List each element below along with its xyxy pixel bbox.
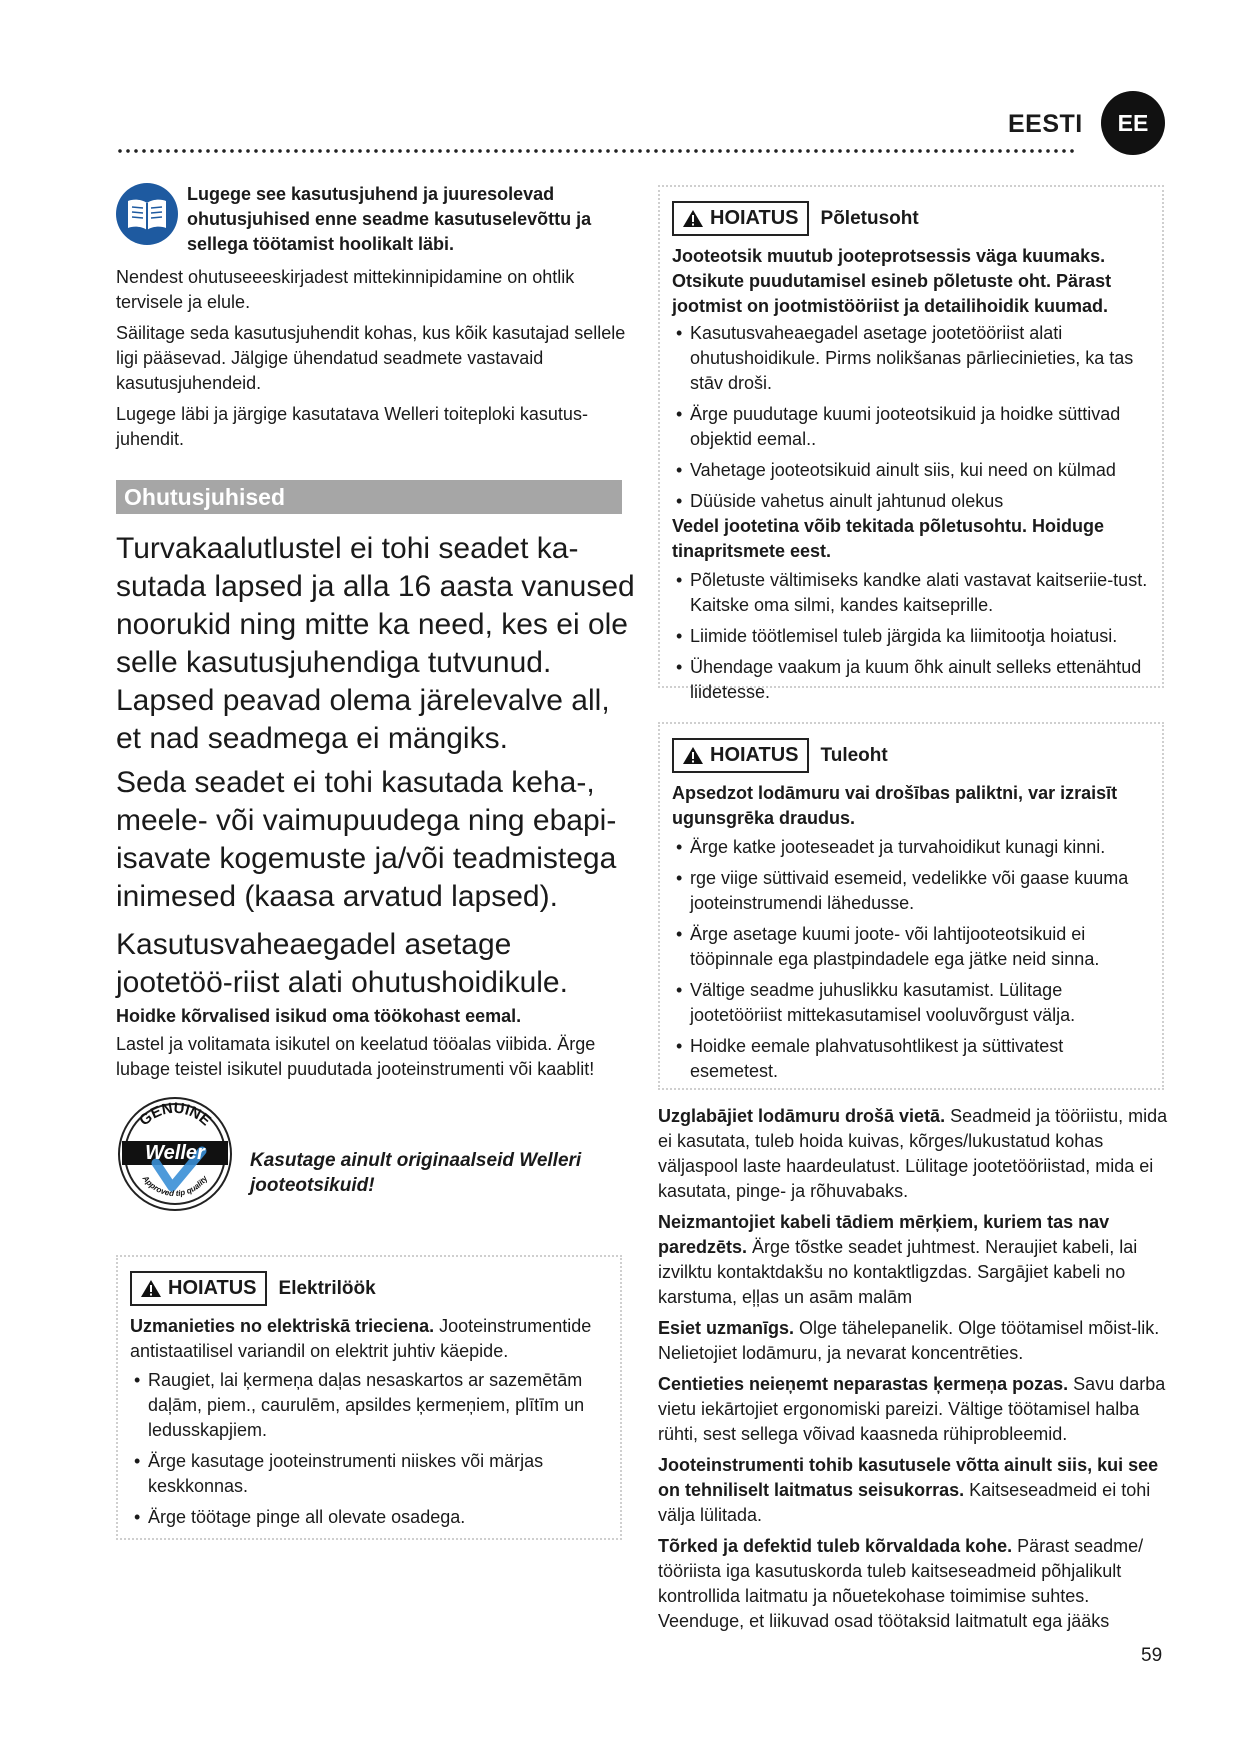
paragraph-heading: Esiet uzmanīgs. (658, 1318, 795, 1338)
warning-box-electric (116, 1255, 622, 1540)
warning-title: Elektrilöök (278, 1278, 376, 1299)
warning-lead-bold: Apsedzot lodāmuru vai drošības paliktni, var izraisīt ugunsgrēka draudus. (672, 783, 1118, 828)
paragraph-heading: Tõrked ja defektid tuleb kõrvaldada kohe. (658, 1536, 1013, 1556)
warning-title: Põletusoht (820, 208, 919, 229)
list-item: • Ühendage vaakum ja kuum õhk ainult selleks ettenähtud liidetesse. (672, 655, 1150, 705)
keep-away-block (116, 1004, 636, 1088)
keep-away-heading: Hoidke kõrvalised isikud oma töökohast eemal. (116, 1006, 522, 1026)
genuine-weller-seal-icon (116, 1095, 234, 1213)
paragraph-text: Olge tähelepanelik. Olge töötamisel mõist-lik. Nelietojiet lodāmuru, ja nevarat koncentrēties. (658, 1318, 1160, 1363)
keep-away-text: Lastel ja volitamata isikutel on keelatud tööalas viibida. Ärge lubage teistel isikutel puudutada jooteinstrumenti või kaablit! (116, 1034, 596, 1079)
list-item: • Düüside vahetus ainult jahtunud olekus (672, 489, 1150, 514)
paragraph-heading: Neizmantojiet kabeli tādiem mērķiem, kuriem tas nav paredzēts. (658, 1212, 1110, 1257)
warning-lead-bold: Uzmanieties no elektriskā trieciena. (130, 1316, 435, 1336)
warning-label-text: HOIATUS (710, 207, 799, 229)
list-item: • Ärge katke jooteseadet ja turvahoidikut kunagi kinni. (672, 835, 1150, 860)
list-item: • Raugiet, lai ķermeņa daļas nesaskartos ar sazemētām daļām, piem., caurulēm, apsildes ķermeņiem, plītīm un ledusskapjiem. (130, 1368, 608, 1443)
list-item: • Hoidke eemale plahvatusohtlikest ja süttivatest esemetest. (672, 1034, 1150, 1084)
intro-paragraph: Lugege läbi ja järgige kasutatava Welleri toiteploki kasutus-juhendit. (116, 404, 588, 449)
seal-brand-text: Weller (145, 1142, 205, 1164)
seal-top-text: GENUINE (136, 1099, 215, 1130)
list-item: • Vältige seadme juhuslikku kasutamist. Lülitage jootetööriist mittekasutamisel vooluvõrgust välja. (672, 978, 1150, 1028)
paragraph-text: Pärast seadme/ tööriista iga kasutuskorda tuleb kaitseseadmeid põhjalikult kontrollida laitmatu ja nõuetekohase toimimise suhtes. Veenduge, et liikuvad osad töötaksid laitmatult ega jääks (658, 1536, 1144, 1631)
warning-label-text: HOIATUS (710, 744, 799, 766)
language-badge: EE (1101, 91, 1165, 155)
header-divider (116, 148, 1076, 154)
warning-triangle-icon (682, 209, 704, 228)
paragraph-heading: Jooteinstrumenti tohib kasutusele võtta ainult siis, kui see on tehniliselt laitmatus seisukorras. (658, 1455, 1159, 1500)
warning-triangle-icon (682, 746, 704, 765)
warning-lead-text: Jooteinstrumentide antistaatilisel variandil on elektrit juhtiv käepide. (130, 1316, 592, 1361)
intro-paragraph: Nendest ohutuseeeskirjadest mittekinnipidamine on ohtlik tervisele ja elule. (116, 267, 575, 312)
page-number: 59 (1141, 1645, 1163, 1666)
seal-bottom-text: Approved tip quality (140, 1174, 210, 1199)
paragraph-text: Ärge tõstke seadet juhtmest. Neraujiet kabeli, lai izvilktu kontaktdakšu no kontaktligzdas. Sargājiet kabeli no karstuma, eļļas un asām malām (658, 1237, 1138, 1307)
list-item: • Ärge kasutage jooteinstrumenti niiskes või märjas keskkonnas. (130, 1449, 608, 1499)
paragraph-heading: Centieties neieņemt neparastas ķermeņa pozas. (658, 1374, 1069, 1394)
language-label: EESTI (1008, 110, 1083, 138)
manual-book-icon (116, 183, 178, 245)
warning-lead-bold: Jooteotsik muutub jooteprotsessis väga kuumaks. Otsikute puudutamisel esineb põletuste oht. Pärast jootmist on jootmistööriist ja detailihoidik kuumad. (672, 246, 1112, 316)
list-item: • Kasutusvaheaegadel asetage jootetööriist alati ohutushoidikule. Pirms nolikšanas pārliecinieties, ka tas stāv droši. (672, 321, 1150, 396)
big-paragraph-disability: Seda seadet ei tohi kasutada keha-, meele- või vaimupuudega ning ebapi-isavate kogemuste ja/või teadmistega inimesed (kaasa arvatud lapsed). (116, 766, 617, 913)
section-title: Ohutusjuhised (116, 480, 622, 514)
list-item: • Ärge puudutage kuumi jooteotsikuid ja hoidke süttivad objektid eemal.. (672, 402, 1150, 452)
warning-box-fire (658, 722, 1164, 1090)
paragraph-text: Seadmeid ja tööriistu, mida ei kasutata, tuleb hoida kuivas, kõrges/lukustatud kohas väljaspool laste haardeulatust. Lülitage jootetööriistad, mida ei kasutata, pinge- ja rõhuvabaks. (658, 1106, 1168, 1201)
paragraph-text: Savu darba vietu iekārtojiet ergonomiski pareizi. Vältige töötamisel halba rühti, sest sellega võivad kaasneda rühiprobleemid. (658, 1374, 1166, 1444)
intro-paragraphs (116, 265, 636, 458)
intro-paragraph: Säilitage seda kasutusjuhendit kohas, kus kõik kasutajad sellele ligi pääsevad. Jälgige ühendatud seadmete vastavaid kasutusjuhendeid. (116, 323, 626, 393)
list-item: • Ärge asetage kuumi joote- või lahtijooteotsikuid ei tööpinnale ega plastpindadele ega jätke neid sinna. (672, 922, 1150, 972)
warning-label-text: HOIATUS (168, 1277, 257, 1299)
big-paragraph-holder: Kasutusvaheaegadel asetage jootetöö-riist alati ohutushoidikule. (116, 928, 568, 999)
right-column-paragraphs (658, 1104, 1168, 1640)
paragraph-heading: Uzglabājiet lodāmuru drošā vietā. (658, 1106, 946, 1126)
list-item: • rge viige süttivaid esemeid, vedelikke või gaase kuuma jooteinstrumendi lähedusse. (672, 866, 1150, 916)
list-item: • Liimide töötlemisel tuleb järgida ka liimitootja hoiatusi. (672, 624, 1150, 649)
list-item: • Vahetage jooteotsikuid ainult siis, kui need on külmad (672, 458, 1150, 483)
genuine-tips-text: Kasutage ainult originaalseid Welleri jooteotsikuid! (250, 1150, 582, 1196)
intro-bold-text: Lugege see kasutusjuhend ja juuresolevad ohutusjuhised enne seadme kasutuselevõttu ja sellega töötamist hoolikalt läbi. (187, 184, 592, 254)
warning-label (672, 201, 809, 236)
list-item: • Ärge töötage pinge all olevate osadega. (130, 1505, 608, 1530)
paragraph-text: Kaitseseadmeid ei tohi välja lülitada. (658, 1480, 1151, 1525)
warning-mid-bold: Vedel jootetina võib tekitada põletusohtu. Hoiduge tinapritsmete eest. (672, 516, 1105, 561)
warning-box-burn (658, 185, 1164, 702)
list-item: • Põletuste vältimiseks kandke alati vastavat kaitseriie-tust. Kaitske oma silmi, kandes kaitseprille. (672, 568, 1150, 618)
warning-triangle-icon (140, 1279, 162, 1298)
warning-label (672, 738, 809, 773)
warning-title: Tuleoht (820, 745, 888, 766)
big-paragraph-children: Turvakaalutlustel ei tohi seadet ka-sutada lapsed ja alla 16 aasta vanused noorukid ning mitte ka need, kes ei ole selle kasutusjuhendiga tutvunud. Lapsed peavad olema järelevalve all, et nad seadmega ei mängiks. (116, 532, 635, 755)
warning-label (130, 1271, 267, 1306)
